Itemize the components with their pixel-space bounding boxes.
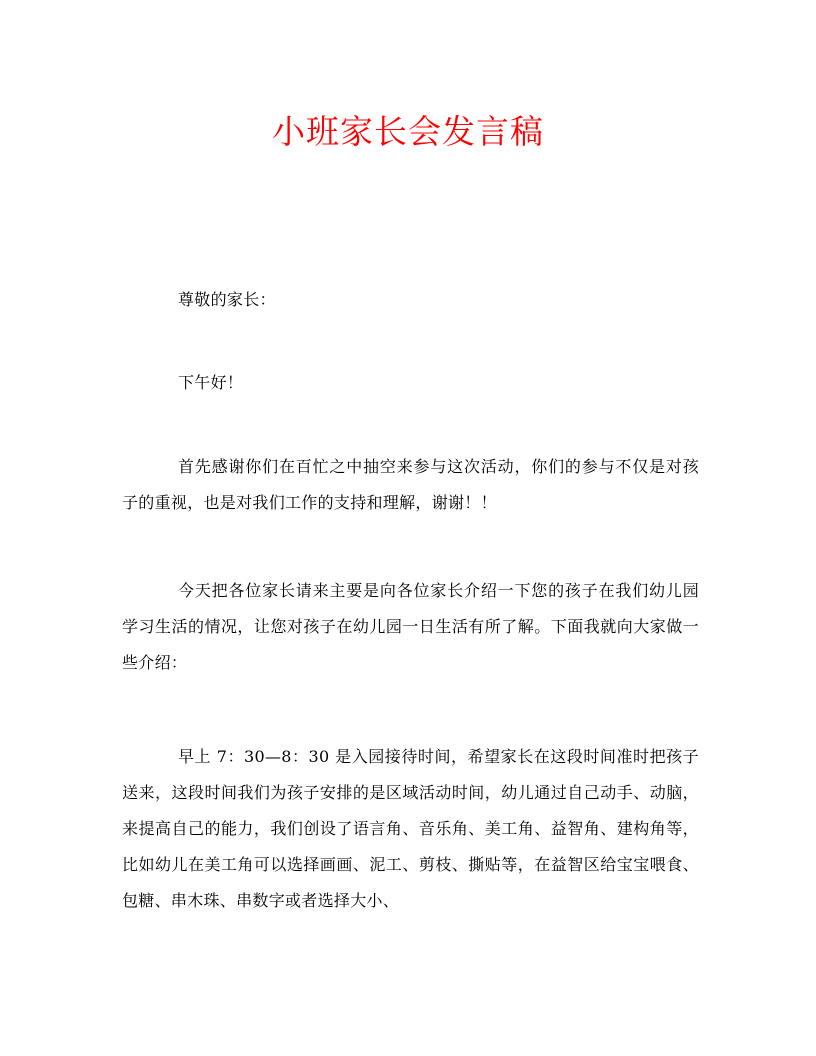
greeting-block — [122, 365, 699, 401]
introduction-paragraph: 今天把各位家长请来主要是向各位家长介绍一下您的孩子在我们幼儿园学习生活的情况，让您对孩子在幼儿园一日生活有所了解。下面我就向大家做一些介绍： — [122, 581, 699, 672]
morning-schedule-paragraph: 早上 7：30—8：30 是入园接待时间，希望家长在这段时间准时把孩子送来，这段时间我们为孩子安排的是区域活动时间，幼儿通过自己动手、动脑，来提高自己的能力，我们创设了语言角、音乐角、美工角、益智角、建构角等，比如幼儿在美工角可以选择画画、泥工、剪枝、撕贴等，在益智区给宝宝喂食、包糖、串木珠、串数字或者选择大小、 — [122, 747, 699, 910]
introduction-block — [122, 573, 699, 681]
thanks-block — [122, 449, 699, 521]
salutation-paragraph: 尊敬的家长： — [178, 290, 276, 309]
morning-schedule-block — [122, 739, 699, 919]
document-title: 小班家长会发言稿 — [272, 112, 544, 151]
salutation-block — [122, 282, 699, 318]
thanks-paragraph: 首先感谢你们在百忙之中抽空来参与这次活动，你们的参与不仅是对孩子的重视，也是对我们工作的支持和理解，谢谢！！ — [122, 457, 699, 512]
greeting-paragraph: 下午好！ — [178, 373, 244, 392]
